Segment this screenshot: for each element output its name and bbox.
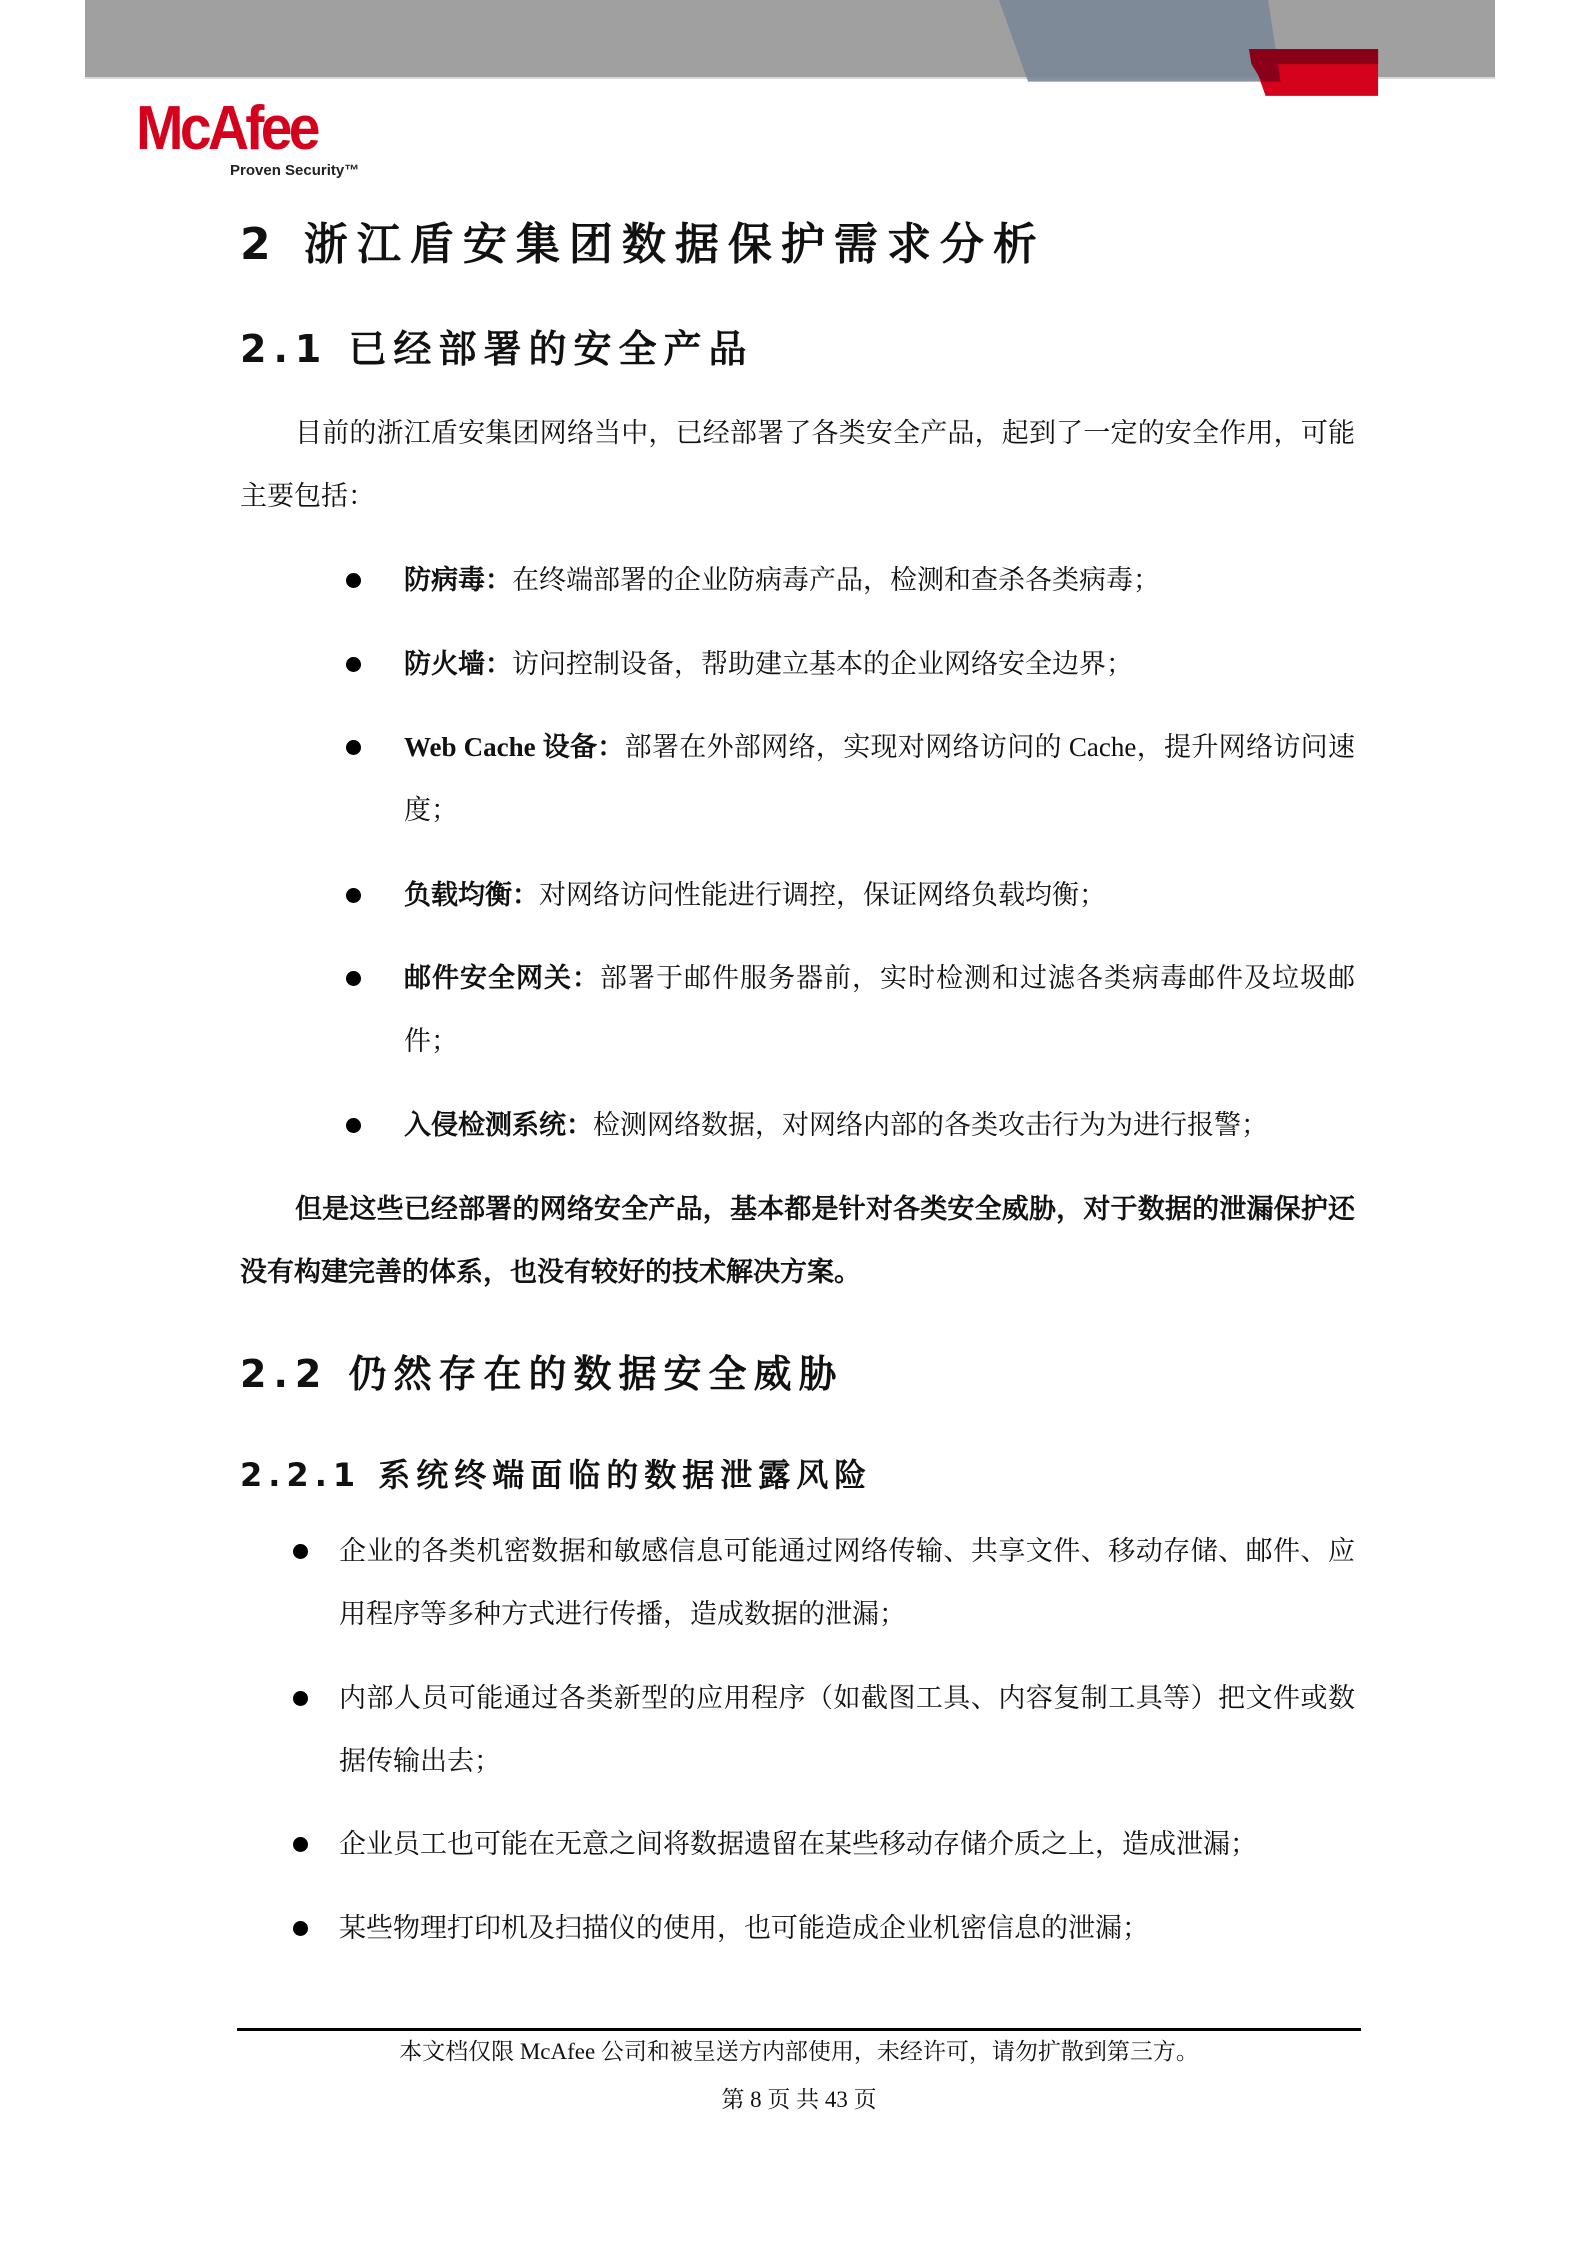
list-item: 入侵检测系统：检测网络数据，对网络内部的各类攻击行为为进行报警；: [404, 1094, 1355, 1157]
footer-divider: [237, 2028, 1361, 2031]
bullet-icon: [293, 1691, 308, 1706]
bullet-icon: [346, 971, 361, 986]
list-item: 防病毒：在终端部署的企业防病毒产品，检测和查杀各类病毒；: [404, 549, 1355, 612]
dark-red-band: [1249, 49, 1378, 64]
footer-notice: 本文档仅限 McAfee 公司和被呈送方内部使用，未经许可，请勿扩散到第三方。: [399, 2039, 1199, 2064]
list-item: Web Cache 设备：部署在外部网络，实现对网络访问的 Cache，提升网络访问速度；: [404, 716, 1355, 842]
list-item: 防火墙：访问控制设备，帮助建立基本的企业网络安全边界；: [404, 633, 1355, 696]
page-number: 第 8 页 共 43 页: [721, 2087, 877, 2112]
conclusion-paragraph: 但是这些已经部署的网络安全产品，基本都是针对各类安全威胁，对于数据的泄漏保护还没有构建完善的体系，也没有较好的技术解决方案。: [240, 1194, 1355, 1287]
section-heading-2-2: 2.2 仍然存在的数据安全威胁: [240, 1352, 844, 1396]
logo-tagline: Proven Security™: [230, 162, 360, 179]
list-item: 内部人员可能通过各类新型的应用程序（如截图工具、内容复制工具等）把文件或数据传输出去；: [339, 1667, 1355, 1793]
bullet-icon: [293, 1921, 308, 1936]
list-item: 某些物理打印机及扫描仪的使用，也可能造成企业机密信息的泄漏；: [339, 1897, 1355, 1960]
bullet-icon: [293, 1544, 308, 1559]
mcafee-logo: [136, 94, 360, 179]
logo-wordmark: McAfee: [136, 94, 317, 163]
chapter-heading: 2 浙江盾安集团数据保护需求分析: [240, 219, 1046, 270]
header-decoration: [0, 0, 1587, 100]
bullet-icon: [346, 740, 361, 755]
bullet-icon: [346, 888, 361, 903]
list-item: 邮件安全网关：部署于邮件服务器前，实时检测和过滤各类病毒邮件及垃圾邮件；: [404, 947, 1355, 1073]
slate-band: [999, 0, 1281, 82]
section-heading-2-1: 2.1 已经部署的安全产品: [240, 327, 754, 371]
bullet-icon: [293, 1837, 308, 1852]
bullet-icon: [346, 657, 361, 672]
list-item: 企业员工也可能在无意之间将数据遗留在某些移动存储介质之上，造成泄漏；: [339, 1813, 1355, 1876]
list-item: 企业的各类机密数据和敏感信息可能通过网络传输、共享文件、移动存储、邮件、应用程序等多种方式进行传播，造成数据的泄漏；: [339, 1520, 1355, 1646]
bullet-icon: [346, 1118, 361, 1133]
intro-paragraph: 目前的浙江盾安集团网络当中，已经部署了各类安全产品，起到了一定的安全作用，可能主要包括：: [240, 418, 1355, 511]
list-item: 负载均衡：对网络访问性能进行调控，保证网络负载均衡；: [404, 864, 1355, 927]
subsection-heading-2-2-1: 2.2.1 系统终端面临的数据泄露风险: [240, 1456, 873, 1494]
bullet-icon: [346, 573, 361, 588]
